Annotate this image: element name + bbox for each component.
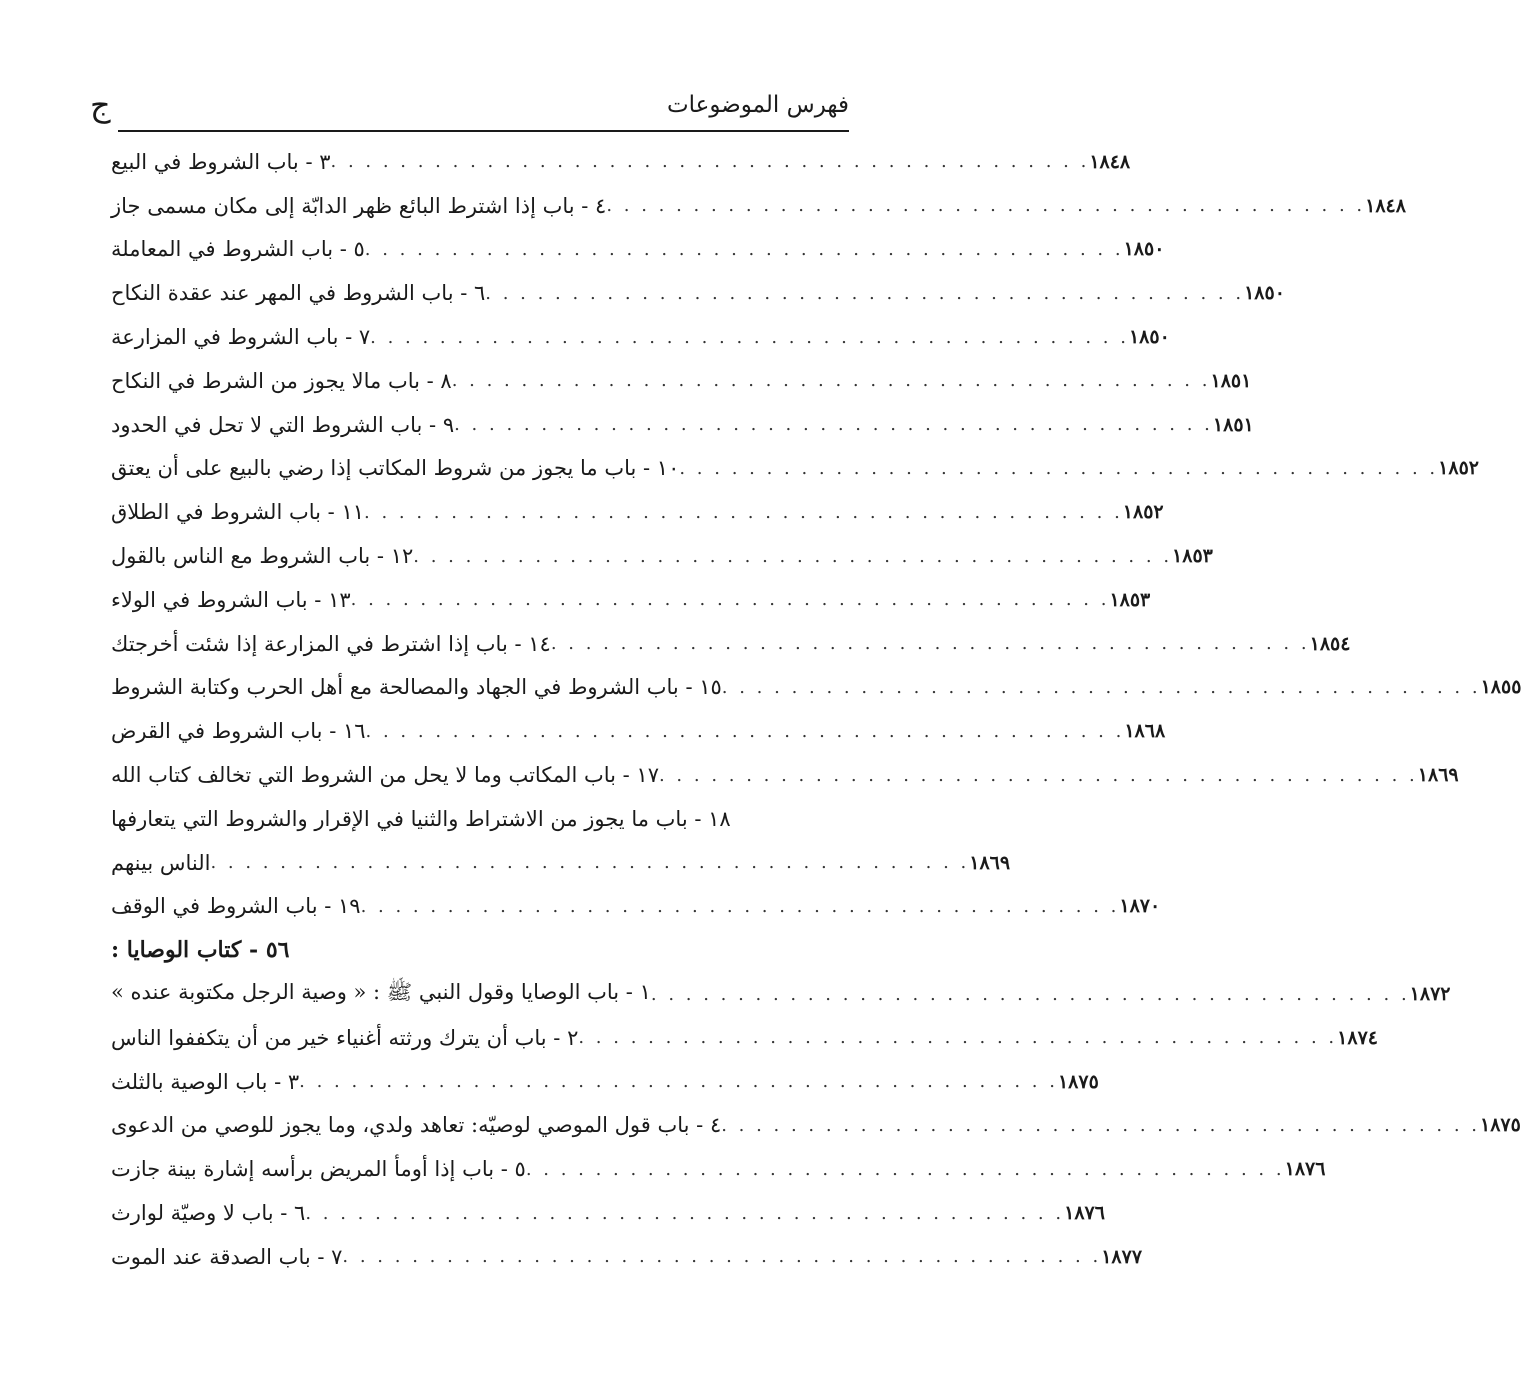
toc-entry-label: ٧ - باب الصدقة عند الموت [111,1244,343,1269]
toc-entry-page: ١٨٧٧ [1101,1245,1143,1268]
toc-entry-page: ١٨٥١ [1210,369,1252,392]
toc-entry [105,797,849,841]
toc-entry-page: ١٨٦٩ [1417,764,1459,787]
toc-entry-label: ٦ - باب الشروط في المهر عند عقدة النكاح [111,281,486,306]
leader-dots: . . . . . . . . . . . . . . . . . . . . . . . . . . . . . . . . . . . . . . . . . . . . [299,1071,1058,1093]
toc-entry-page: ١٨٥١ [1212,413,1254,436]
header-rule [118,130,849,132]
toc-entry [105,885,1161,929]
leader-dots: . . . . . . . . . . . . . . . . . . . . . . . . . . . . . . . . . . . . . . . . . . . . [606,195,1366,217]
toc-entry-page: ١٨٦٨ [1124,720,1166,743]
toc-entry-page: ١٨٧٦ [1284,1158,1326,1181]
leader-dots: . . . . . . . . . . . . . . . . . . . . . . . . . . . . . . . . . . . . . . . . . . . . [721,676,1481,698]
header-title: فهرس الموضوعات [666,92,849,118]
toc-entry-label: ١٠ - باب ما يجوز من شروط المكاتب إذا رضي بالبيع على أن يعتق [111,456,680,481]
leader-dots: . . . . . . . . . . . . . . . . . . . . . . . . . . . . . . . . . . . . . . . . . . . . [658,764,1418,786]
toc-entry-label: ٣ - باب الشروط في البيع [111,149,331,174]
toc-entry-page: ١٨٧٥ [1480,1114,1521,1137]
toc-entry-label: ١٢ - باب الشروط مع الناس بالقول [111,544,414,569]
toc-entry [105,271,1285,315]
toc-entry-label: ٦ - باب لا وصيّة لوارث [111,1201,306,1226]
page-header [70,86,849,130]
toc-entry-page: ١٨٧٠ [1119,895,1161,918]
leader-dots: . . . . . . . . . . . . . . . . . . . . . . . . . . . . . . . . . . . . . . . . . . . . [721,1114,1481,1136]
leader-dots: . . . . . . . . . . . . . . . . . . . . . . . . . . . . . . . . . . . . . . . . . . . . [210,852,970,874]
toc-entry [105,1147,1326,1191]
toc-entry-label: ٤ - باب إذا اشترط البائع ظهر الدابّة إلى مكان مسمى جاز [111,193,607,218]
toc-section-heading [105,928,849,972]
toc-entry-label: ٨ - باب مالا يجوز من الشرط في النكاح [111,368,452,393]
toc-entry-label: ٣ - باب الوصية بالثلث [111,1069,300,1094]
toc-entry-page: ١٨٤٨ [1365,194,1406,217]
toc-entry-page: ١٨٥٤ [1309,632,1351,655]
toc-entry [105,1060,1099,1104]
toc-entry [105,140,1131,184]
toc-entry [105,490,1164,534]
toc-entry [105,622,1351,666]
toc-entry-page: ١٨٧٤ [1337,1026,1378,1049]
leader-dots: . . . . . . . . . . . . . . . . . . . . . . . . . . . . . . . . . . . . . . . . . . . . [550,633,1310,655]
toc-entry-label: ١٤ - باب إذا اشترط في المزارعة إذا شئت أخرجتك [111,631,551,656]
toc-entry-label: ١٨ - باب ما يجوز من الاشتراط والثنيا في الإقرار والشروط التي يتعارفها [111,806,731,831]
toc-entry-page: ١٨٥٠ [1128,326,1170,349]
leader-dots: . . . . . . . . . . . . . . . . . . . . . . . . . . . . . . . . . . . . . . . . . . . . [525,1158,1285,1180]
toc-entry-label: ١١ - باب الشروط في الطلاق [111,500,364,525]
toc-entry-page: ١٨٧٢ [1409,983,1451,1006]
toc-entry-label: ١٥ - باب الشروط في الجهاد والمصالحة مع أهل الحرب وكتابة الشروط [111,675,722,700]
toc-entry [105,184,1406,228]
toc-entry-page: ١٨٥٣ [1109,588,1151,611]
header-page-letter: ج [90,86,111,124]
toc-entry [105,972,1451,1016]
toc-section-label: ٥٦ - كتاب الوصايا : [111,937,290,964]
toc-entry [105,534,1213,578]
toc-entry-label: ١ - باب الوصايا وقول النبي ﷺ : « وصية الرجل مكتوبة عنده » [111,979,651,1004]
leader-dots: . . . . . . . . . . . . . . . . . . . . . . . . . . . . . . . . . . . . . . . . . . . . [370,326,1129,348]
toc-entry-page: ١٨٥٢ [1122,501,1164,524]
toc-entry-label: ٥ - باب الشروط في المعاملة [111,237,365,262]
toc-entry-label: ١٧ - باب المكاتب وما لا يحل من الشروط التي تخالف كتاب الله [111,763,659,788]
toc-entry-label: ١٣ - باب الشروط في الولاء [111,587,351,612]
leader-dots: . . . . . . . . . . . . . . . . . . . . . . . . . . . . . . . . . . . . . . . . . . . . [454,414,1213,436]
toc-entry-page: ١٨٧٦ [1064,1202,1105,1225]
toc-entry [105,666,1522,710]
toc-entry-page: ١٨٥٥ [1480,676,1522,699]
toc-entry [105,709,1166,753]
toc-entry [105,1191,1105,1235]
leader-dots: . . . . . . . . . . . . . . . . . . . . . . . . . . . . . . . . . . . . . . . . . . . . [360,895,1120,917]
leader-dots: . . . . . . . . . . . . . . . . . . . . . . . . . . . . . . . . . . . . . . . . . . . . [350,589,1110,611]
toc-entry [105,1016,1378,1060]
toc-entry [105,1235,1143,1279]
toc-entry-page: ١٨٤٨ [1089,150,1131,173]
leader-dots: . . . . . . . . . . . . . . . . . . . . . . . . . . . . . . . . . . . . . . . . . . . . [451,370,1211,392]
toc-entry [105,315,1170,359]
table-of-contents [105,140,1522,1279]
toc-entry-page: ١٨٦٩ [969,851,1011,874]
toc-entry [105,403,1254,447]
leader-dots: . . . . . . . . . . . . . . . . . . . . . . . . . . . . . . . . . . . . . . . . . . . . [364,501,1123,523]
toc-entry-page: ١٨٥٠ [1123,238,1165,261]
toc-entry-page: ١٨٥٠ [1244,282,1285,305]
toc-entry-label: ٧ - باب الشروط في المزارعة [111,325,371,350]
leader-dots: . . . . . . . . . . . . . . . . . . . . . . . . . . . . . . . . . . . . . . . . . . . . [342,1246,1102,1268]
toc-entry-label: الناس بينهم [111,850,211,875]
toc-entry-label: ١٦ - باب الشروط في القرض [111,719,366,744]
toc-entry-label: ٤ - باب قول الموصي لوصيّه: تعاهد ولدي، وما يجوز للوصي من الدعوى [111,1113,722,1138]
leader-dots: . . . . . . . . . . . . . . . . . . . . . . . . . . . . . . . . . . . . . . . . . . . . [578,1027,1338,1049]
leader-dots: . . . . . . . . . . . . . . . . . . . . . . . . . . . . . . . . . . . . . . . . . . . . [305,1202,1065,1224]
toc-entry [105,578,1151,622]
leader-dots: . . . . . . . . . . . . . . . . . . . . . . . . . . . . . . . . . . . . . . . . . . . . [485,282,1245,304]
leader-dots: . . . . . . . . . . . . . . . . . . . . . . . . . . . . . . . . . . . . . . . . . . . . [413,545,1173,567]
toc-entry [105,359,1252,403]
leader-dots: . . . . . . . . . . . . . . . . . . . . . . . . . . . . . . . . . . . . . . . . . . . . [364,238,1124,260]
toc-entry [105,1104,1521,1148]
leader-dots: . . . . . . . . . . . . . . . . . . . . . . . . . . . . . . . . . . . . . . . . . . . . [330,151,1090,173]
toc-entry-page: ١٨٥٢ [1438,457,1479,480]
toc-entry [105,228,1165,272]
leader-dots: . . . . . . . . . . . . . . . . . . . . . . . . . . . . . . . . . . . . . . . . . . . . [679,457,1439,479]
leader-dots: . . . . . . . . . . . . . . . . . . . . . . . . . . . . . . . . . . . . . . . . . . . . [650,983,1410,1005]
toc-entry-label: ٩ - باب الشروط التي لا تحل في الحدود [111,412,455,437]
toc-entry [105,447,1479,491]
toc-entry-label: ٥ - باب إذا أومأ المريض برأسه إشارة بينة جازت [111,1157,526,1182]
toc-entry [105,841,1011,885]
toc-entry-page: ١٨٥٣ [1172,545,1213,568]
toc-entry [105,753,1459,797]
leader-dots: . . . . . . . . . . . . . . . . . . . . . . . . . . . . . . . . . . . . . . . . . . . . [365,720,1125,742]
toc-entry-label: ١٩ - باب الشروط في الوقف [111,894,361,919]
toc-entry-label: ٢ - باب أن يترك ورثته أغنياء خير من أن يتكففوا الناس [111,1025,579,1050]
toc-entry-page: ١٨٧٥ [1057,1070,1099,1093]
